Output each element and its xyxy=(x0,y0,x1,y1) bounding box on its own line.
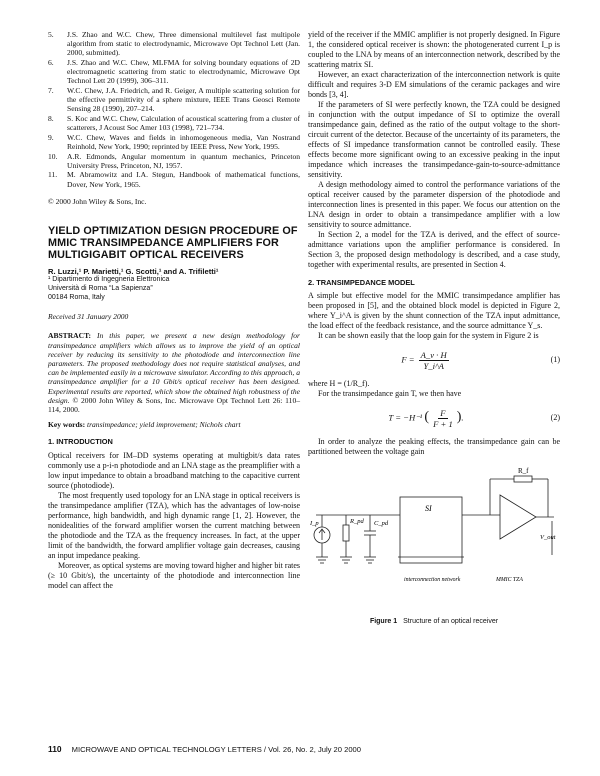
reference-number: 10. xyxy=(48,151,58,161)
intro-paragraph-1: Optical receivers for IM–DD systems operating at multigbit/s data rates commonly use a p-i-n photodiode and an LNA stage as the preamplifier with a low input impedance to obtain a broadband matching to the capacitive current source (photodiode). xyxy=(48,450,300,490)
eq2-denominator: F + 1 xyxy=(433,418,453,429)
reference-text: M. Abramowitz and I.A. Stegun, Handbook of mathematical functions, Dover, New York, 1965. xyxy=(67,170,300,189)
eq1-lhs: F = xyxy=(401,354,415,365)
left-column xyxy=(48,30,300,591)
abstract-text: In this paper, we present a new design methodology for transimpedance amplifiers which allows us to improve the yield of an optical receiver by reducing its sensitivity to the photodiode and interconnection line parameters. The proposed methodology does not require statistical analyses, and can be implemented easily in a microwave simulator. According to this approach, a transimpedance amplifier for a 10 Gbit/s optical receiver has been designed. Experimental results are reported, which show the obtained high robustness of the design. xyxy=(48,331,300,405)
figure-1 xyxy=(308,465,560,635)
eq2-numerator: F xyxy=(440,407,446,418)
reference-number: 5. xyxy=(48,30,54,39)
reference-text: J.S. Zhao and W.C. Chew, MLFMA for solving boundary equations of 2D electromagnetic scattering from static to electrodynamic, Microwave Opt Technol Lett 20 (1999), 306–311. xyxy=(67,58,300,86)
label-cpd: C_pd xyxy=(374,520,389,528)
reference-text: A.R. Edmonds, Angular momentum in quantum mechanics, Princeton University Press, Princeton, NJ, 1957. xyxy=(67,151,300,170)
receiver-schematic xyxy=(308,465,560,615)
right-paragraph-5: In Section 2, a model for the TZA is derived, and the effect of source-admittance variations upon the amplifier performance is considered. In Section 3, the proposed design methodology is described, and a case study, together with experimental results, are presented in Section 4. xyxy=(308,230,560,269)
tz-paragraph-4: In order to analyze the peaking effects, the transimpedance gain can be partitioned between the voltage gain xyxy=(308,437,560,457)
affiliation-line: Università di Roma “La Sapienza” xyxy=(48,284,153,292)
label-interconnect: interconnection network xyxy=(404,577,461,584)
eq2-lhs: T = −H⁻¹ xyxy=(388,412,423,423)
right-paragraph-4: A design methodology aimed to control the performance variations of the optical receiver caused by the parameter dispersion of the photodiode and interconnection lines is presented in this paper. We focus our attention on the LNA design in order to obtain a transimpedance amplifier with a low sensitivity to source admittance. xyxy=(308,180,560,229)
reference-number: 9. xyxy=(48,132,54,142)
received-date: Received 31 January 2000 xyxy=(48,312,129,322)
reference-item xyxy=(48,133,300,151)
tz-paragraph-1: A simple but effective model for the MMIC transimpedance amplifier has been proposed in [5], and the obtained block model is depicted in Figure 2, where Y_i^A is given by the shunt connection of the TZA input admittance, the load effect of the feedback resistance, and the source admittance Y_s. xyxy=(308,291,560,331)
reference-item xyxy=(48,152,300,170)
article-authors: R. Luzzi,¹ P. Marietti,¹ G. Scotti,¹ and A. Trifiletti¹ xyxy=(48,267,219,277)
keywords xyxy=(48,420,300,429)
feedback-resistor xyxy=(514,476,532,482)
reference-number: 7. xyxy=(48,86,54,95)
tz-paragraph-2: It can be shown easily that the loop gain for the system in Figure 2 is xyxy=(318,331,539,341)
reference-text: J.S. Zhao and W.C. Chew, Three dimensional multilevel fast multipole algorithm from static to electrodynamic, Microwave Opt Technol Lett (Jan. 2000, submitted). xyxy=(67,30,300,58)
where-text: where H = (1/R_f). xyxy=(308,379,370,389)
reference-text: W.C. Chew, J.A. Friedrich, and R. Geiger, A multiple scattering solution for the effective permittivity of a sphere mixture, IEEE Trans Geosci Remote Sensing 28 (1990), 207–214. xyxy=(67,86,300,114)
reference-text: S. Koc and W.C. Chew, Calculation of acoustical scattering from a cluster of scatterers, J Acoust Soc Amer 103 (1998), 721–734. xyxy=(67,114,300,133)
page-number: 110 xyxy=(48,744,62,754)
keywords-label: Key words: xyxy=(48,420,86,430)
right-column xyxy=(308,30,560,635)
reference-number: 8. xyxy=(48,114,54,123)
eq1-numerator: A_v · H xyxy=(420,349,447,360)
label-rpd: R_pd xyxy=(350,518,364,526)
section-heading-introduction: 1. INTRODUCTION xyxy=(48,437,113,447)
equation-2: T = −H⁻¹ ( $\frac{F}{F + 1}$ ). (2) xyxy=(388,407,560,429)
affiliation-line: ¹ Dipartimento di Ingegneria Elettronica xyxy=(48,276,170,284)
label-tza: MMIC TZA xyxy=(496,577,523,584)
tz-paragraph-3: For the transimpedance gain T, we then have xyxy=(318,389,462,399)
right-paragraph-2: However, an exact characterization of the interconnection network is quite difficult and requires 3-D EM simulations of the ceramic packages and wire bonds [3, 4]. xyxy=(308,70,560,99)
affiliation xyxy=(48,276,300,302)
label-rf: R_f xyxy=(518,467,529,476)
reference-number: 6. xyxy=(48,58,54,67)
equation-1 xyxy=(308,347,560,373)
figure-caption-text: Structure of an optical receiver xyxy=(403,618,499,626)
label-vout: V_out xyxy=(540,534,556,542)
section-heading-transimpedance: 2. TRANSIMPEDANCE MODEL xyxy=(308,278,415,287)
label-si: SI xyxy=(425,504,432,514)
right-paragraph-1: yield of the receiver if the MMIC amplifier is not properly designed. In Figure 1, the considered optical receiver is shown: the photogenerated current I_p is coupled to the LNA by means of an interconnection network, described by the scattering matrix SI. xyxy=(308,30,560,69)
abstract xyxy=(48,331,300,414)
page-footer xyxy=(48,744,568,754)
eq1-denominator: Y_i^A xyxy=(423,360,444,371)
eq1-number: (1) xyxy=(550,355,560,365)
affiliation-line: 00184 Roma, Italy xyxy=(48,293,105,301)
intro-paragraph-2: The most frequently used topology for an LNA stage in optical receivers is the transimpedance amplifier (TZA), which has the advantages of low-noise performance, high bandwidth, and high dynamic range [1, 2]. However, the nonidealities of the forward amplifier worsen the current matching between the photodiode and the TZA as the frequency increases. In fact, at the upper limit of the bandwidth, the forward amplifier voltage gain decreases, causing an input impedance peaking. xyxy=(48,490,300,560)
reference-item xyxy=(48,58,300,86)
reference-item xyxy=(48,114,300,132)
right-paragraph-3: If the parameters of SI were perfectly known, the TZA could be designed in conjunction with the output impedance of SI to optimize the overall transimpedance gain, defined as the ratio of the output voltage to the short-circuit current of the detector. Because of the uncertainty of its parameters, the effects of SI impedance transformation cannot be controlled easily. These effects become more significant owing to an excessive peaking in the input impedance which increases the transimpedance-gain-to-source-admittance sensitivity. xyxy=(308,100,560,179)
reference-item xyxy=(48,30,300,58)
reference-item xyxy=(48,86,300,114)
abstract-tail: © 2000 John Wiley & Sons, Inc. Microwave Opt Technol Lett 26: 110–114, 2000. xyxy=(48,395,300,414)
intro-paragraph-3: Moreover, as optical systems are moving toward higher and higher bit rates (≥ 10 Gbit/s), the uncertainty of the photodiode and interconnection line model can affect the xyxy=(48,560,300,590)
rpd-resistor xyxy=(343,525,349,541)
amplifier-triangle xyxy=(500,495,536,539)
copyright-previous: © 2000 John Wiley & Sons, Inc. xyxy=(48,197,147,207)
reference-item xyxy=(48,170,300,188)
journal-line: MICROWAVE AND OPTICAL TECHNOLOGY LETTERS / Vol. 26, No. 2, July 20 2000 xyxy=(71,745,362,754)
reference-text: W.C. Chew, Waves and fields in inhomogeneous media, Van Nostrand Reinhold, New York, 1990; reprinted by IEEE Press, New York, 1995. xyxy=(67,132,300,151)
figure-caption-label: Figure 1 xyxy=(369,618,398,626)
eq2-number: (2) xyxy=(550,413,560,423)
figure-caption xyxy=(308,617,560,626)
reference-number: 11. xyxy=(48,170,58,180)
keywords-text: transimpedance; yield improvement; Nichols chart xyxy=(87,420,241,430)
abstract-label: ABSTRACT: xyxy=(48,331,92,341)
ground-symbols xyxy=(316,557,376,563)
reference-list xyxy=(48,30,300,189)
label-ip: I_p xyxy=(310,520,319,528)
article-title: YIELD OPTIMIZATION DESIGN PROCEDURE OF MMIC TRANSIMPEDANCE AMPLIFIERS FOR MULTIGIGABIT OPTICAL RECEIVERS xyxy=(48,225,298,261)
